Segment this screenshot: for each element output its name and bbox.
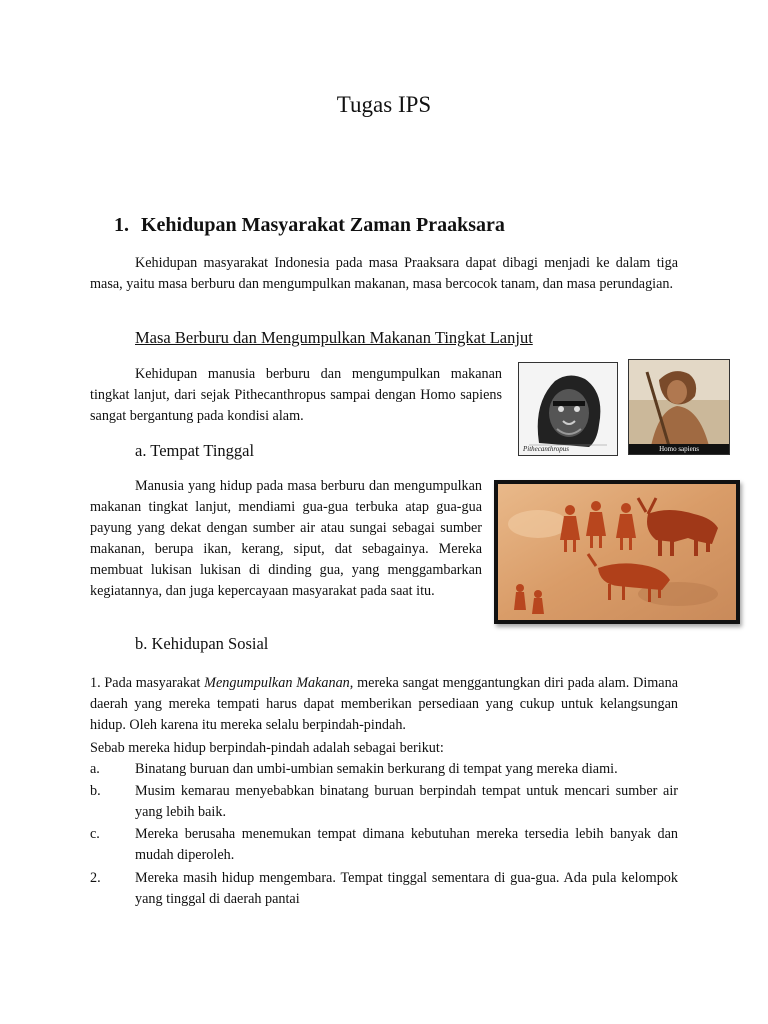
reason-a-marker: a. [90, 761, 100, 777]
pithecanthropus-caption: Pithecanthropus [523, 445, 570, 453]
pithecanthropus-image [518, 362, 618, 456]
section-title: Kehidupan Masyarakat Zaman Praaksara [141, 214, 505, 236]
part-b-p1-italic: Mengumpulkan Makanan [204, 675, 350, 691]
part-b-paragraph-1 [90, 673, 678, 736]
part-b-heading: b. Kehidupan Sosial [135, 634, 269, 653]
document-title: Tugas IPS [336, 92, 432, 117]
homo-sapiens-caption: Homo sapiens [659, 445, 699, 453]
part-b-p1-end: , mereka sangat menggantungkan diri pada alam. Dimana daerah yang mereka tempati harus dapat memberikan persediaan yang cukup untuk kelangsungan hidup. Oleh karena itu mereka selalu berpindah-pindah. [90, 675, 678, 733]
homo-sapiens-drawing [629, 360, 729, 454]
cave-painting-drawing [498, 484, 736, 620]
homo-sapiens-image [628, 359, 730, 455]
section-number: 1. [114, 214, 129, 236]
reason-c-marker: c. [90, 826, 100, 842]
cave-painting-image [494, 480, 740, 624]
pithecanthropus-drawing [519, 363, 617, 455]
point-2-text: Mereka masih hidup mengembara. Tempat tinggal sementara di gua-gua. Ada pula kelompok yang tinggal di daerah pantai [135, 870, 678, 907]
part-b-p1-start: 1. Pada masyarakat [90, 675, 205, 691]
section-heading [114, 214, 505, 237]
part-a-text: Manusia yang hidup pada masa berburu dan mengumpulkan makanan tingkat lanjut, mendiami gua-gua terbuka atap gua-gua payung yang dekat dengan sumber air atau sungai sebagai sumber makanan, berupa ikan, kerang, siput, dat sebagainya. Mereka membuat lukisan lukisan di dinding gua, yang menggambarkan kegiatannya, dan juga kepercayaan masyarakat pada saat itu. [90, 478, 482, 599]
reason-a-text: Binatang buruan dan umbi-umbian semakin berkurang di tempat yang mereka diami. [135, 761, 618, 777]
subsection-title: Masa Berburu dan Mengumpulkan Makanan Tingkat Lanjut [135, 328, 533, 347]
reason-b-text: Musim kemarau menyebabkan binatang buruan berpindah tempat untuk mencari sumber air yang lebih baik. [135, 783, 678, 820]
point-2-marker: 2. [90, 870, 101, 886]
part-a-heading: a. Tempat Tinggal [135, 441, 255, 460]
reason-c-text: Mereka berusaha menemukan tempat dimana kebutuhan mereka tersedia lebih banyak dan mudah diperoleh. [135, 826, 678, 863]
intro-paragraph: Kehidupan masyarakat Indonesia pada masa Praaksara dapat dibagi menjadi ke dalam tiga masa, yaitu masa berburu dan mengumpulkan makanan, masa bercocok tanam, dan masa perundagian. [90, 255, 678, 292]
subsection-intro: Kehidupan manusia berburu dan mengumpulkan makanan tingkat lanjut, dari sejak Pithecanthropus sampai dengan Homo sapiens sangat bergantung pada kondisi alam. [90, 366, 502, 424]
reasons-intro: Sebab mereka hidup berpindah-pindah adalah sebagai berikut: [90, 740, 444, 756]
reason-b-marker: b. [90, 783, 101, 799]
